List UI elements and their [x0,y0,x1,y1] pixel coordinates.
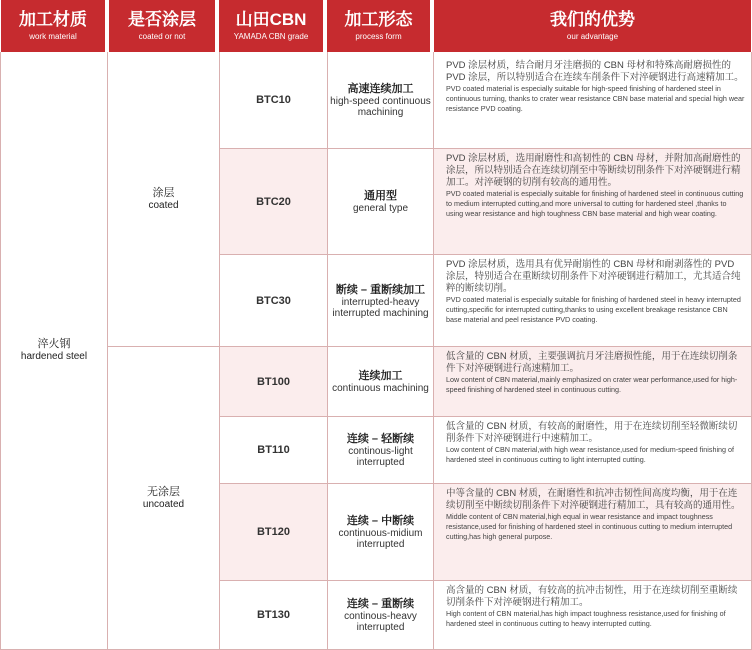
material-cell: 淬火钢 hardened steel [20,338,88,362]
form-bt110: 连续 – 轻断续 continous-light interrupted [346,433,415,468]
coating-cell-uncoated: 无涂层 uncoated [142,485,185,510]
grade-bt100: BT100 [256,375,291,388]
header-form: 加工形态 process form [327,0,430,52]
form-btc20: 通用型 general type [352,190,409,214]
advantage-bt120: 中等含量的 CBN 材质，在耐磨性和抗冲击韧性间高度均衡，用于在连续切削至中断续切削条件下对淬硬钢进行精加工，具有较高的通用性。 Middle content of CBN material,high equal in wear resistance and impact toughness resistance,used for finishing of hardened steel in continuous cutting to medium interrupted cutting,has high general purpose. [446,488,741,541]
advantage-btc20: PVD 涂层材质，选用耐磨性和高韧性的 CBN 母材，并附加高耐磨性的涂层，所以特别适合在连续切削至中等断续切削条件下对淬硬钢进行精加工。对淬硬钢的切削有较高的通用性。 PVD coated material is especially suitable for finishing of hardened steel in continuous cutting to medium interrupted cutting,and more universal to cutting for hardened steel ,thanks to using wear resistance and high toughness CBN base material and high wear coating. [446,153,744,218]
advantage-btc10: PVD 涂层材质，结合耐月牙洼磨损的 CBN 母材和特殊高耐磨损性的 PVD 涂层，所以特别适合在连续车削条件下对淬硬钢进行高速精加工。 PVD coated material is especially suitable for high-speed finishing of hardened steel in continuous turning, thanks to crater wear resistance CBN base material and special high wear resistance PVD coating. [446,60,745,113]
form-btc10: 高速连续加工 high-speed continuous machining [330,83,431,118]
form-btc30: 断续 – 重断续加工 interrupted-heavy interrupted machining [332,283,429,319]
advantage-bt100: 低含量的 CBN 材质，主要强调抗月牙洼磨损性能，用于在连续切削条件下对淬硬钢进行高速精加工。 Low content of CBN material,mainly emphasized on crater wear performance,used for high-speed finishing of hardened steel in continuous cutting. [446,351,738,394]
coating-cell-coated: 涂层 coated [148,186,179,211]
grade-btc10: BTC10 [256,94,291,106]
form-bt100: 连续加工 continuous machining [332,370,429,394]
header-advantage: 我们的优势 our advantage [434,0,751,52]
advantage-btc30: PVD 涂层材质，选用具有优异耐崩性的 CBN 母材和耐剥落性的 PVD 涂层，特别适合在重断续切削条件下对淬硬钢进行精加工，尤其适合纯粹的断续切削。 PVD coated material is especially suitable for finishing of hardened steel in heavy interrupted cutting,specific for interrupted cutting,thanks to using excellent breakage resistance CBN base material and peel resistance PVD coating. [446,259,741,324]
form-bt130: 连续 – 重断续 continous-heavy interrupted [344,598,417,633]
grade-bt120: BT120 [256,526,291,538]
header-coated: 是否涂层 coated or not [109,0,215,52]
advantage-bt130: 高含量的 CBN 材质，有较高的抗冲击韧性，用于在连续切削至重断续切削条件下对淬硬钢进行精加工。 High content of CBN material,has high impact toughness resistance,used for finishing of hardened steel in continuous cutting to heavy interrupted cutting. [446,585,738,628]
grade-bt130: BT130 [256,609,291,621]
grade-bt110: BT110 [257,444,290,456]
form-bt120: 连续 – 中断续 continuous-midium interrupted [338,515,423,550]
grade-btc30: BTC30 [256,294,291,307]
header-grade: 山田CBN YAMADA CBN grade [219,0,323,52]
advantage-bt110: 低含量的 CBN 材质，有较高的耐磨性，用于在连续切削至轻微断续切削条件下对淬硬钢进行中速精加工。 Low content of CBN material,with high wear resistance,used for medium-speed finishing of hardened steel in continuous cutting to light interrupted cutting. [446,421,738,464]
header-material: 加工材质 work material [1,0,105,52]
grade-btc20: BTC20 [256,195,291,208]
